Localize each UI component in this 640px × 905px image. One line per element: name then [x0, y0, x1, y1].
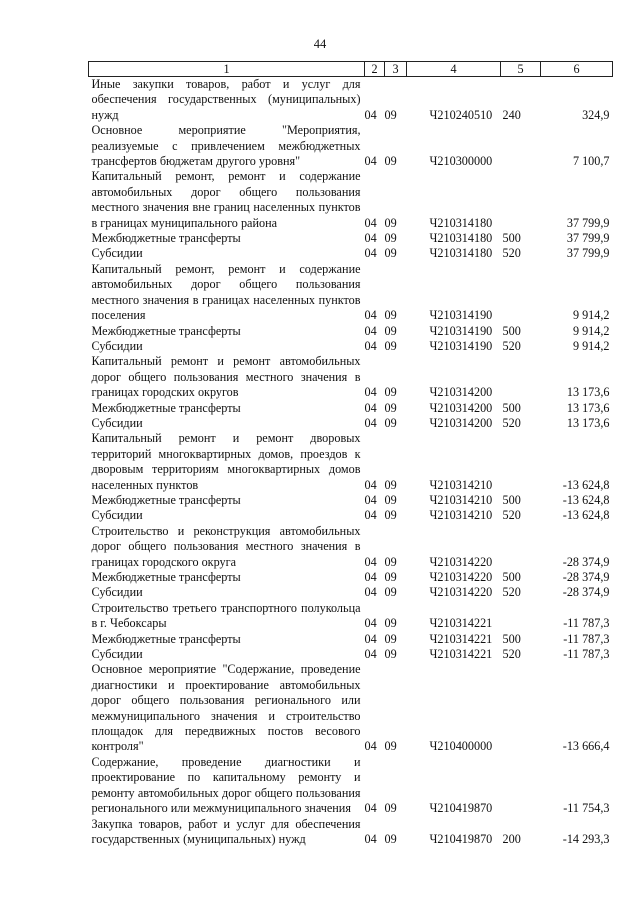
- row-name: Межбюджетные трансферты: [91, 323, 241, 338]
- row-target-code: Ч210314190: [429, 323, 493, 338]
- row-section: 04: [364, 554, 377, 569]
- row-target-code: Ч210314200: [429, 415, 493, 430]
- row-expense-type: 500: [502, 492, 521, 507]
- row-expense-type: 500: [502, 323, 521, 338]
- page-number: 44: [313, 37, 327, 51]
- row-amount: 13 173,6: [566, 385, 610, 400]
- row-subsection: 09: [384, 338, 397, 353]
- row-subsection: 09: [384, 492, 397, 507]
- row-subsection: 09: [384, 246, 397, 261]
- row-amount: -11 787,3: [563, 616, 610, 631]
- row-subsection: 09: [384, 616, 397, 631]
- row-name: Субсидии: [91, 415, 143, 430]
- row-name: Иные закупки товаров, работ и услуг для обеспечения государственных (муниципальных) нужд: [91, 77, 361, 122]
- row-target-code: Ч210314210: [429, 492, 493, 507]
- row-name: Субсидии: [91, 246, 143, 261]
- row-target-code: Ч210314221: [429, 616, 493, 631]
- row-section: 04: [364, 739, 377, 754]
- row-subsection: 09: [384, 215, 397, 230]
- row-expense-type: [501, 431, 541, 493]
- row-subsection: 09: [384, 508, 397, 523]
- row-expense-type: [501, 524, 541, 570]
- table-row: [89, 524, 613, 570]
- table-row: [89, 585, 613, 600]
- row-subsection: 09: [384, 231, 397, 246]
- row-amount: -11 754,3: [563, 801, 610, 816]
- row-subsection: 09: [384, 801, 397, 816]
- row-subsection: 09: [384, 631, 397, 646]
- row-amount: 13 173,6: [566, 415, 610, 430]
- row-section: 04: [364, 415, 377, 430]
- row-target-code: Ч210300000: [429, 154, 493, 169]
- row-section: 04: [364, 231, 377, 246]
- row-expense-type: [501, 662, 541, 754]
- row-amount: -11 787,3: [563, 647, 610, 662]
- row-section: 04: [364, 492, 377, 507]
- row-section: 04: [364, 570, 377, 584]
- row-target-code: Ч210314220: [429, 585, 493, 600]
- row-section: 04: [364, 616, 377, 631]
- row-subsection: 09: [384, 585, 397, 600]
- row-expense-type: [501, 262, 541, 324]
- row-expense-type: 520: [502, 508, 521, 523]
- row-name: Субсидии: [91, 647, 143, 662]
- table-row: [89, 401, 613, 416]
- budget-table: [88, 61, 613, 847]
- row-target-code: Ч210240510: [429, 107, 493, 122]
- row-name: Капитальный ремонт и ремонт автомобильных дорог общего пользования местного значения в границах городских округов: [91, 354, 361, 400]
- row-subsection: 09: [384, 400, 397, 415]
- row-name: Строительство и реконструкция автомобильных дорог общего пользования местного значения в границах городского округа: [91, 523, 361, 569]
- row-amount: -28 374,9: [562, 585, 610, 600]
- row-subsection: 09: [384, 647, 397, 662]
- row-section: 04: [364, 338, 377, 353]
- row-name: Субсидии: [91, 338, 143, 353]
- row-subsection: 09: [384, 477, 397, 492]
- row-subsection: 09: [384, 739, 397, 754]
- table-row: [89, 493, 613, 508]
- table-row: [89, 755, 613, 817]
- row-expense-type: 520: [502, 585, 521, 600]
- row-amount: 37 799,9: [566, 231, 610, 246]
- row-target-code: Ч210314221: [429, 647, 493, 662]
- row-subsection: 09: [384, 570, 397, 584]
- row-target-code: Ч210314200: [429, 400, 493, 415]
- table-row: [89, 354, 613, 400]
- row-section: 04: [364, 508, 377, 523]
- row-section: 04: [364, 154, 377, 169]
- row-expense-type: 240: [502, 107, 521, 122]
- table-row: [89, 817, 613, 848]
- row-expense-type: 500: [502, 570, 521, 584]
- row-amount: 9 914,2: [572, 308, 610, 323]
- row-amount: 37 799,9: [566, 246, 610, 261]
- row-section: 04: [364, 385, 377, 400]
- table-row: [89, 231, 613, 246]
- table-header: [89, 62, 613, 77]
- row-subsection: 09: [384, 107, 397, 122]
- row-expense-type: 500: [502, 400, 521, 415]
- row-target-code: Ч210419870: [429, 801, 493, 816]
- row-target-code: Ч210314180: [429, 246, 493, 261]
- row-amount: -28 374,9: [562, 570, 610, 584]
- row-name: Основное мероприятие "Содержание, проведение диагностики и проектирование автомобильных дорог общего пользования регионального или межмуниципального значения и строительство площадок для передвижных постов весового контроля": [91, 662, 361, 754]
- row-amount: -13 624,8: [562, 492, 610, 507]
- header-col-3: 3: [385, 62, 407, 77]
- row-subsection: 09: [384, 415, 397, 430]
- row-name: Межбюджетные трансферты: [91, 400, 241, 415]
- row-subsection: 09: [384, 323, 397, 338]
- row-name: Капитальный ремонт и ремонт дворовых территорий многоквартирных домов, проездов к дворовым территориям многоквартирных домов населенных пунктов: [91, 431, 361, 492]
- row-amount: 9 914,2: [572, 338, 610, 353]
- row-expense-type: [501, 601, 541, 632]
- row-expense-type: 500: [502, 231, 521, 246]
- row-section: 04: [364, 585, 377, 600]
- row-section: 04: [364, 246, 377, 261]
- row-amount: -13 624,8: [562, 477, 610, 492]
- header-col-4: 4: [407, 62, 501, 77]
- row-target-code: Ч210314190: [429, 338, 493, 353]
- table-row: [89, 662, 613, 754]
- row-subsection: 09: [384, 831, 397, 846]
- row-amount: -11 787,3: [563, 631, 610, 646]
- table-row: [89, 416, 613, 431]
- row-name: Субсидии: [91, 585, 143, 600]
- row-amount: -13 666,4: [562, 739, 610, 754]
- table-row: [89, 246, 613, 261]
- row-section: 04: [364, 215, 377, 230]
- header-row: [89, 62, 613, 77]
- row-subsection: 09: [384, 154, 397, 169]
- table-row: [89, 570, 613, 585]
- row-name: Закупка товаров, работ и услуг для обеспечения государственных (муниципальных) нужд: [91, 816, 361, 846]
- header-col-5: 5: [501, 62, 541, 77]
- table-row: [89, 262, 613, 324]
- row-section: 04: [364, 323, 377, 338]
- row-target-code: Ч210314180: [429, 231, 493, 246]
- row-subsection: 09: [384, 554, 397, 569]
- row-target-code: Ч210314220: [429, 554, 493, 569]
- row-expense-type: [501, 354, 541, 400]
- row-target-code: Ч210314190: [429, 308, 493, 323]
- table-row: [89, 601, 613, 632]
- row-name: Субсидии: [91, 508, 143, 523]
- row-subsection: 09: [384, 385, 397, 400]
- table-row: [89, 77, 613, 124]
- row-expense-type: [501, 755, 541, 817]
- row-section: 04: [364, 801, 377, 816]
- row-name: Основное мероприятие "Мероприятия, реализуемые с привлечением межбюджетных трансфертов бюджетам другого уровня": [91, 123, 361, 169]
- row-expense-type: 200: [502, 831, 521, 846]
- row-subsection: 09: [384, 308, 397, 323]
- header-col-2: 2: [365, 62, 385, 77]
- row-expense-type: [501, 123, 541, 169]
- row-section: 04: [364, 831, 377, 846]
- row-name: Строительство третьего транспортного полукольца в г. Чебоксары: [91, 600, 361, 631]
- table-row: [89, 632, 613, 647]
- row-section: 04: [364, 477, 377, 492]
- header-col-1: 1: [89, 62, 365, 77]
- table-row: [89, 431, 613, 493]
- row-name: Содержание, проведение диагностики и проектирование по капитальному ремонту и ремонту автомобильных дорог общего пользования регионального или межмуниципального значения: [91, 754, 361, 816]
- row-amount: 9 914,2: [572, 323, 610, 338]
- row-target-code: Ч210314220: [429, 570, 493, 584]
- row-target-code: Ч210314200: [429, 385, 493, 400]
- row-name: Капитальный ремонт, ремонт и содержание автомобильных дорог общего пользования местного значения вне границ населенных пунктов в границах муниципального района: [91, 169, 361, 230]
- row-target-code: Ч210400000: [429, 739, 493, 754]
- row-name: Межбюджетные трансферты: [91, 570, 241, 584]
- table-row: [89, 508, 613, 523]
- row-section: 04: [364, 631, 377, 646]
- row-expense-type: 520: [502, 338, 521, 353]
- table-body: [89, 77, 613, 848]
- table-row: [89, 339, 613, 354]
- row-expense-type: [501, 169, 541, 231]
- row-expense-type: 520: [502, 647, 521, 662]
- row-amount: 7 100,7: [572, 154, 610, 169]
- row-amount: -13 624,8: [562, 508, 610, 523]
- row-target-code: Ч210314210: [429, 477, 493, 492]
- row-target-code: Ч210314210: [429, 508, 493, 523]
- row-section: 04: [364, 107, 377, 122]
- row-amount: 13 173,6: [566, 400, 610, 415]
- row-target-code: Ч210314221: [429, 631, 493, 646]
- row-expense-type: 500: [502, 631, 521, 646]
- row-name: Межбюджетные трансферты: [91, 492, 241, 507]
- table-row: [89, 123, 613, 169]
- row-target-code: Ч210314180: [429, 215, 493, 230]
- row-name: Межбюджетные трансферты: [91, 231, 241, 246]
- row-amount: 324,9: [582, 107, 610, 122]
- row-name: Капитальный ремонт, ремонт и содержание автомобильных дорог общего пользования местного значения в границах населенных пунктов поселения: [91, 261, 361, 323]
- header-col-6: 6: [541, 62, 613, 77]
- row-target-code: Ч210419870: [429, 831, 493, 846]
- row-section: 04: [364, 647, 377, 662]
- table-row: [89, 647, 613, 662]
- table-row: [89, 324, 613, 339]
- table-row: [89, 169, 613, 231]
- row-amount: -28 374,9: [562, 554, 610, 569]
- row-section: 04: [364, 308, 377, 323]
- row-expense-type: 520: [502, 415, 521, 430]
- row-expense-type: 520: [502, 246, 521, 261]
- row-section: 04: [364, 400, 377, 415]
- row-name: Межбюджетные трансферты: [91, 631, 241, 646]
- row-amount: 37 799,9: [566, 215, 610, 230]
- row-amount: -14 293,3: [562, 831, 610, 846]
